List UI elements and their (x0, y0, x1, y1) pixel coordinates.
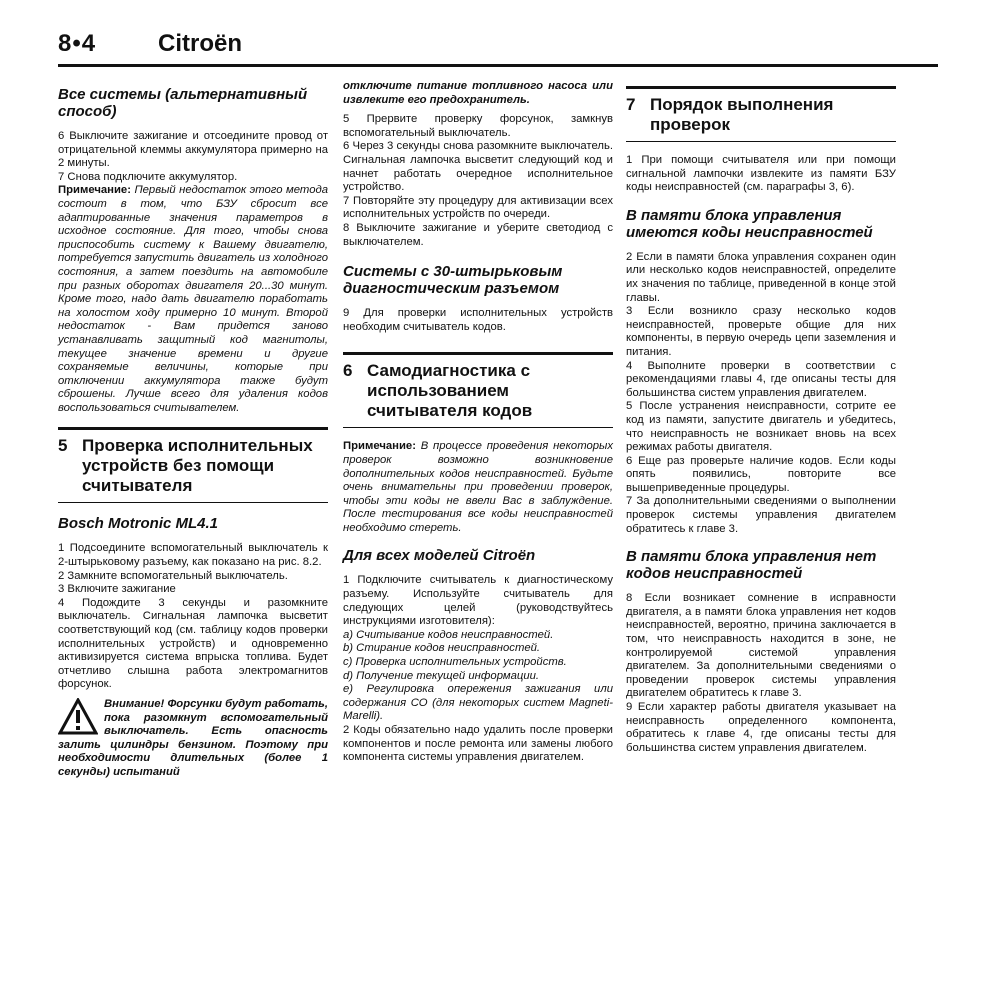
paragraph-4: 4 Выполните проверки в соответствии с рекомендациями главы 4, где описаны тесты для большинства систем управления двигателем. (626, 359, 896, 399)
list-item-c: c) Проверка исполнительных устройств. (343, 656, 567, 669)
page-header (58, 30, 938, 62)
paragraph-5: 5 После устранения неисправности, сотрите ее код из памяти, запустите двигатель и убедитесь, что неисправность не возникает вновь на всех режимах работы двигателя. (626, 400, 896, 454)
column-3 (626, 80, 896, 755)
page-number: 8•4 (58, 30, 97, 57)
section-6-heading (343, 352, 613, 428)
paragraph-2: 2 Замкните вспомогательный выключатель. (58, 569, 288, 582)
paragraph-1: 1 Подсоедините вспомогательный выключатель к 2-штырьковому разъему, как показано на рис. 8.2. (58, 542, 328, 569)
subheading-30pin: Системы с 30-штырьковым диагностическим разъемом (343, 263, 563, 298)
paragraph-9: 9 Для проверки исполнительных устройств необходим считыватель кодов. (343, 307, 613, 333)
section-title: Порядок выполнения проверок (650, 95, 834, 134)
paragraph-1: 1 Подключите считыватель к диагностическому разъему. Используйте считыватель для следующих целей (руководствуйтесь инструкциями изготовителя): (343, 574, 613, 628)
note-text: Первый недостаток этого метода состоит в том, что БЗУ сбросит все адаптированные значения параметров в исходное состояние. Для того, чтобы снова приспособить систему к Вашему двигателю, потребуется запустить двигатель из холодного состояния, а затем поездить на автомобиле при разных оборотах двигателя 20...30 минут. Кроме того, надо дать двигателю поработать на холостом ходу примерно 10 минут. Второй недостаток - Вам придется заново устанавливать защитный код магнитолы, текущее значение времени и другие сохраняемые величины, которые при отключении аккумулятора также будут сброшены. Лучше всего для удаления кодов воспользоваться считывателем. (58, 184, 328, 414)
paragraph-7: 7 Повторяйте эту процедуру для активизации всех исполнительных устройств по очереди. (343, 194, 613, 221)
section-number: 5 (58, 436, 68, 456)
paragraph-3: 3 Включите зажигание (58, 583, 176, 596)
section-number: 6 (343, 361, 353, 381)
header-rule (58, 64, 938, 67)
column-1 (58, 80, 328, 780)
list-item-b: b) Стирание кодов неисправностей. (343, 642, 541, 655)
paragraph-2: 2 Если в памяти блока управления сохранен один или несколько кодов неисправностей, определите их значения по таблице, приведенной в конце этой главы. (626, 250, 896, 304)
note-paragraph (343, 440, 613, 535)
note-label: Примечание: (58, 184, 131, 197)
warning-triangle-icon (58, 698, 98, 736)
paragraph-1: 1 При помощи считывателя или при помощи сигнальной лампочки извлеките из памяти БЗУ коды неисправностей (см. параграфы 3, 6). (626, 154, 896, 194)
note-paragraph (58, 184, 328, 415)
note-label: Примечание: (343, 440, 416, 453)
section-title: Проверка исполнительных устройств без помощи считывателя (82, 436, 313, 496)
paragraph-4: 4 Подождите 3 секунды и разомкните выключатель. Сигнальная лампочка высветит соответствующий код (см. таблицу кодов проверки исполнительных устройств) и одновременно активизируется система впрыска топлива. Будет отчетливо слышна работа электромагнитов форсунок. (58, 596, 328, 691)
paragraph-7: 7 Снова подключите аккумулятор. (58, 170, 238, 183)
paragraph-8: 8 Если возникает сомнение в исправности двигателя, а в памяти блока управления нет кодов неисправностей, вероятно, причина заключается в том, что неисправность находится в зоне, не контролируемой системой управления двигателем. За дополнительными сведениями о проведении проверок системы управления двигателем обратитесь к главе 3. (626, 592, 896, 700)
column-2 (343, 80, 613, 765)
subheading-all-models: Для всех моделей Citroën (343, 547, 536, 565)
paragraph-6: 6 Через 3 секунды снова разомкните выключатель. Сигнальная лампочка высветит следующий код и начнет работать очередное исполнительное устройство. (343, 140, 613, 194)
section-5-heading (58, 427, 328, 503)
list-item-a: a) Считывание кодов неисправностей. (343, 628, 554, 641)
paragraph-3: 3 Если возникло сразу несколько кодов неисправностей, проверьте общие для них компоненты, в первую очередь цепи заземления и питания. (626, 305, 896, 358)
warning-text: Внимание! Форсунки будут работать, пока разомкнут вспомогательный выключатель. Есть опасность залить цилиндры бензином. Поэтому при необходимости длительных (более 1 секунды) испытаний (58, 698, 328, 778)
warning-block (58, 698, 328, 780)
warning-continuation: отключите питание топливного насоса или извлеките его предохранитель. (343, 80, 613, 106)
paragraph-6: 6 Выключите зажигание и отсоедините провод от отрицательной клеммы аккумулятора примерно на 2 минуты. (58, 130, 328, 170)
subheading-no-codes: В памяти блока управления нет кодов неисправностей (626, 548, 877, 583)
paragraph-7: 7 За дополнительными сведениями о выполнении проверок системы управления двигателем обратитесь к главе 3. (626, 495, 896, 535)
section-number: 7 (626, 95, 636, 114)
paragraph-8: 8 Выключите зажигание и уберите светодиод с выключателем. (343, 221, 613, 248)
list-item-d: d) Получение текущей информации. (343, 669, 540, 682)
note-text: В процессе проведения некоторых проверок возможно возникновение дополнительных кодов неисправностей. Будьте очень внимательны при проведении проверок, чтобы эти коды не ввели Вас в заблуждение. После тестирования все коды неисправностей необходимо стереть. (343, 440, 613, 534)
paragraph-5: 5 Прервите проверку форсунок, замкнув вспомогательный выключатель. (343, 113, 613, 139)
subheading-alternative: Все системы (альтернативный способ) (58, 86, 308, 120)
section-title: Самодиагностика с использованием считывателя кодов (367, 361, 533, 421)
paragraph-6: 6 Еще раз проверьте наличие кодов. Если коды опять появились, повторите все вышеприведенные процедуры. (626, 454, 896, 494)
list-item-e: e) Регулировка опережения зажигания или содержания СО (для некоторых систем Magneti-Marelli). (343, 683, 613, 723)
brand-title: Citroën (158, 30, 242, 57)
paragraph-2: 2 Коды обязательно надо удалить после проверки компонентов и после ремонта или замены любого компонента системы управления двигателем. (343, 724, 613, 764)
section-7-heading (626, 86, 896, 142)
paragraph-9: 9 Если характер работы двигателя указывает на неисправность определенного компонента, обратитесь к главе 4, где описаны тесты для большинства систем управления двигателем. (626, 701, 896, 754)
subheading-codes-present: В памяти блока управления имеются коды неисправностей (626, 206, 873, 241)
subheading-bosch: Bosch Motronic ML4.1 (58, 515, 219, 533)
